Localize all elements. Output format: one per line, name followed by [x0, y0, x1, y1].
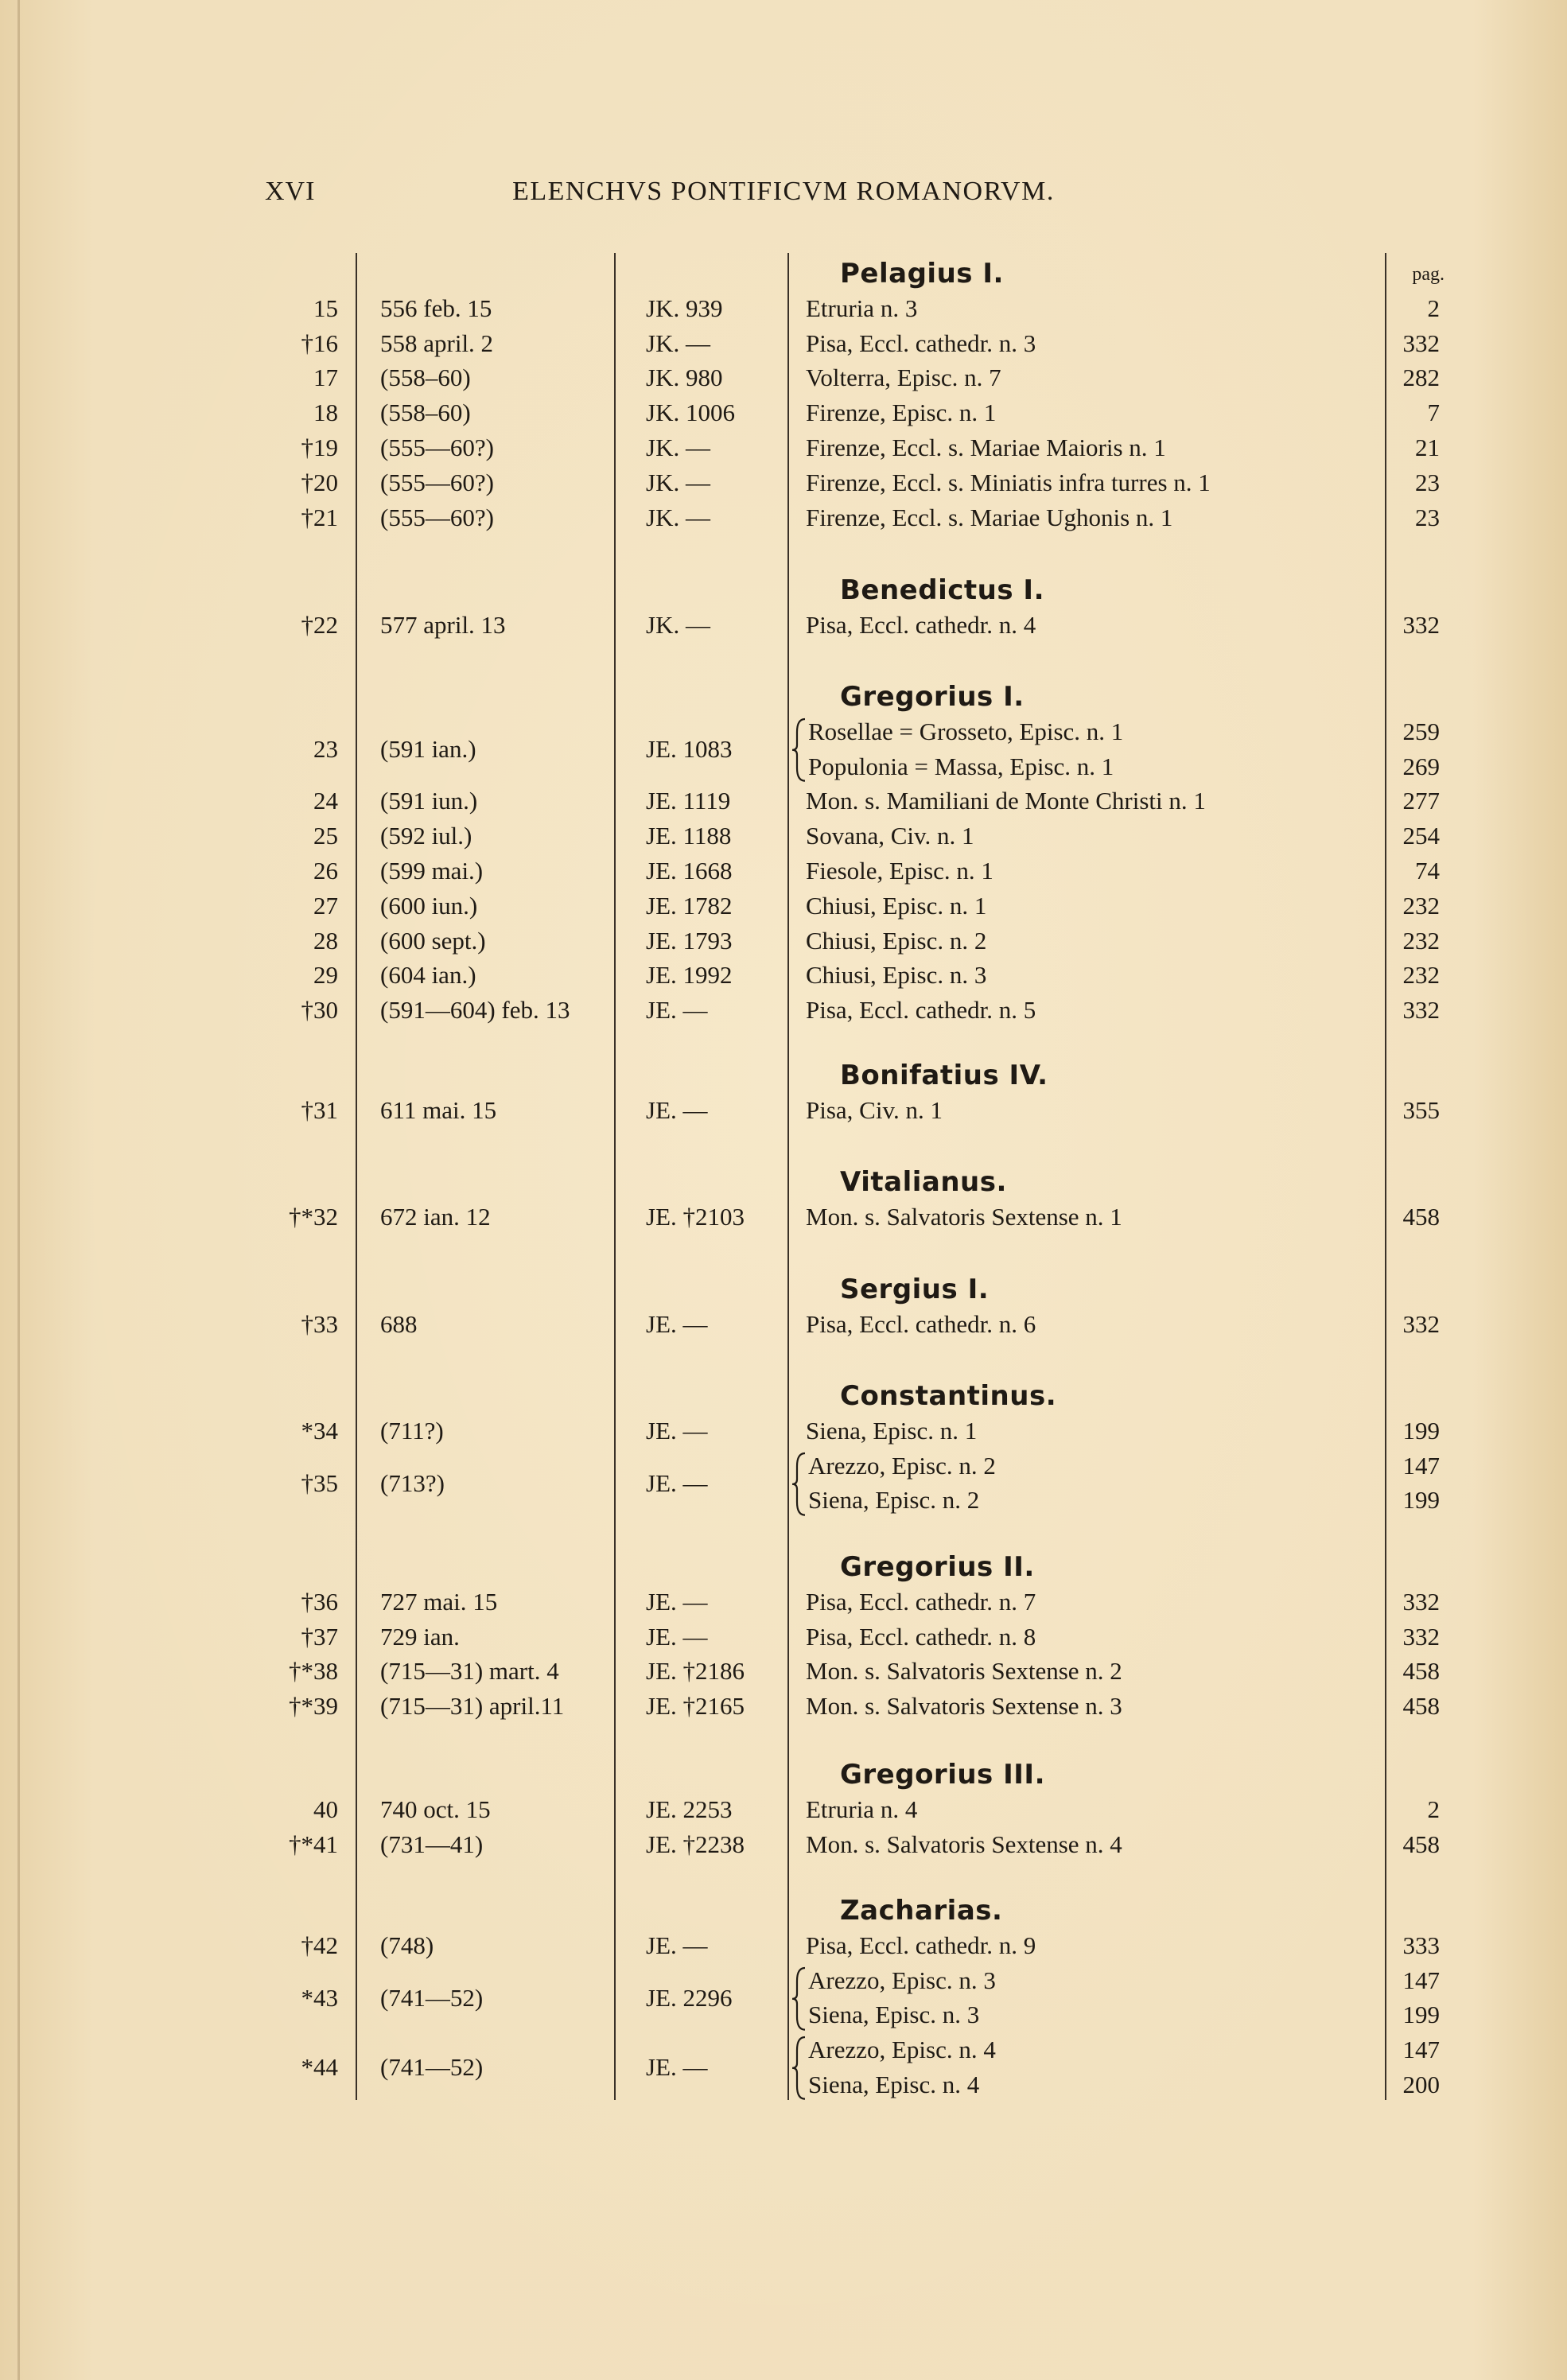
entry-date: (555—60?)	[380, 434, 494, 461]
entry-regesta: JE. 1188	[646, 822, 732, 850]
entry-page: 147	[1402, 1966, 1440, 1994]
pope-heading: Zacharias.	[840, 1895, 1003, 1927]
table-row	[0, 326, 1567, 361]
entry-date: 672 ian. 12	[380, 1202, 491, 1231]
entry-number: 28	[313, 926, 338, 955]
column-label-pag: pag.	[1412, 264, 1445, 285]
entry-date: (715—31) april.11	[380, 1692, 565, 1721]
entry-date: (599 mai.)	[380, 857, 484, 885]
entry-regesta: JE. —	[646, 1468, 708, 1497]
table-row	[0, 395, 1567, 430]
entry-recipient: Sovana, Civ. n. 1	[806, 822, 974, 850]
entry-page: 332	[1402, 329, 1440, 357]
entry-page: 282	[1402, 364, 1440, 392]
entry-regesta: JK. —	[646, 503, 710, 531]
entry-number: 24	[313, 787, 338, 815]
entry-recipient: Pisa, Eccl. cathedr. n. 7	[806, 1587, 1036, 1616]
entry-regesta: JE. 1119	[646, 787, 731, 815]
table-row	[0, 819, 1567, 854]
entry-number: 27	[313, 891, 338, 920]
entry-recipient: Pisa, Eccl. cathedr. n. 9	[806, 1931, 1036, 1959]
pope-heading: Gregorius I.	[840, 681, 1025, 713]
entry-regesta: JK. —	[646, 434, 710, 461]
entry-page: 277	[1402, 787, 1440, 815]
table-row	[0, 1585, 1567, 1620]
entry-date: 729 ian.	[380, 1622, 460, 1651]
entry-date: 740 oct. 15	[380, 1795, 491, 1823]
entry-page: 199	[1402, 2001, 1440, 2029]
table-row	[0, 993, 1567, 1028]
entry-recipient: Siena, Episc. n. 2	[808, 1486, 980, 1515]
entry-recipient: Arezzo, Episc. n. 2	[808, 1451, 996, 1480]
entry-recipient: Siena, Episc. n. 4	[808, 2071, 980, 2098]
table-row	[0, 465, 1567, 500]
entry-recipient: Firenze, Episc. n. 1	[806, 399, 997, 427]
table-row	[0, 1689, 1567, 1724]
table-row	[0, 500, 1567, 535]
entry-number: 15	[313, 294, 338, 322]
table-row	[0, 784, 1567, 819]
table-row-sub	[0, 1963, 1567, 1998]
pope-heading: Vitalianus.	[840, 1166, 1007, 1198]
entry-recipient: Mon. s. Salvatoris Sextense n. 2	[806, 1657, 1122, 1686]
entry-page: 458	[1402, 1830, 1440, 1858]
entry-number: †21	[301, 503, 338, 531]
entry-page: 332	[1402, 610, 1440, 639]
entry-regesta: JK. —	[646, 329, 710, 357]
entry-date: (731—41)	[380, 1830, 484, 1858]
entry-regesta: JK. 1006	[646, 399, 735, 427]
entry-recipient: Chiusi, Episc. n. 2	[806, 926, 987, 955]
entry-date: (711?)	[380, 1416, 444, 1445]
table-row	[0, 1827, 1567, 1862]
entry-page: 74	[1415, 857, 1440, 885]
entry-number: *34	[301, 1416, 338, 1445]
entry-date: (555—60?)	[380, 503, 494, 531]
table-row	[0, 360, 1567, 395]
entry-number: 26	[313, 857, 338, 885]
entry-recipient: Pisa, Eccl. cathedr. n. 4	[806, 610, 1036, 639]
entry-regesta: JE. 1668	[646, 857, 733, 885]
pope-heading: Gregorius III.	[840, 1759, 1045, 1791]
table-row	[0, 291, 1567, 326]
entry-page: 259	[1402, 717, 1440, 745]
entry-recipient: Pisa, Civ. n. 1	[806, 1095, 943, 1124]
entry-recipient: Populonia = Massa, Episc. n. 1	[808, 752, 1114, 780]
entry-number: †30	[301, 996, 338, 1025]
pope-heading: Gregorius II.	[840, 1551, 1035, 1583]
table-row	[0, 1792, 1567, 1827]
entry-recipient: Arezzo, Episc. n. 3	[808, 1966, 996, 1994]
entry-number: 40	[313, 1795, 338, 1823]
entry-regesta: JK. —	[646, 468, 710, 496]
entry-page: 332	[1402, 1622, 1440, 1651]
entry-regesta: JE. —	[646, 1309, 708, 1338]
entry-date: (600 iun.)	[380, 891, 478, 920]
entry-recipient: Pisa, Eccl. cathedr. n. 8	[806, 1622, 1036, 1651]
entry-recipient: Siena, Episc. n. 3	[808, 2001, 980, 2029]
table-row	[0, 889, 1567, 924]
entry-date: (591—604) feb. 13	[380, 996, 570, 1025]
entry-date: (748)	[380, 1931, 434, 1959]
entry-recipient: Chiusi, Episc. n. 1	[806, 891, 987, 920]
entry-date: 577 april. 13	[380, 610, 506, 639]
entry-page: 332	[1402, 1587, 1440, 1616]
table-row-sub	[0, 749, 1567, 784]
entry-recipient: Pisa, Eccl. cathedr. n. 5	[806, 996, 1036, 1025]
entry-date: (558–60)	[380, 364, 471, 392]
entry-date: 611 mai. 15	[380, 1095, 497, 1124]
entry-regesta: JE. 1782	[646, 891, 733, 920]
entry-page: 355	[1402, 1095, 1440, 1124]
table-row	[0, 1620, 1567, 1655]
entry-regesta: JE. —	[646, 2053, 708, 2082]
table-row	[0, 924, 1567, 959]
entry-date: 727 mai. 15	[380, 1587, 498, 1616]
entry-regesta: JE. 1083	[646, 734, 733, 763]
entry-recipient: Mon. s. Salvatoris Sextense n. 3	[806, 1692, 1122, 1721]
entry-regesta: JE. —	[646, 1622, 708, 1651]
entry-date: (555—60?)	[380, 468, 494, 496]
pope-heading: Bonifatius IV.	[840, 1060, 1048, 1091]
table-row	[0, 1654, 1567, 1689]
entry-number: †37	[301, 1622, 338, 1651]
entry-regesta: JE. —	[646, 996, 708, 1025]
entry-page: 232	[1402, 926, 1440, 955]
entry-number: †31	[301, 1095, 338, 1124]
entry-date: (558–60)	[380, 399, 471, 427]
entry-regesta: JE. 2296	[646, 1983, 733, 2012]
pope-heading: Sergius I.	[840, 1274, 990, 1305]
entry-page: 333	[1402, 1931, 1440, 1959]
entry-recipient: Mon. s. Salvatoris Sextense n. 1	[806, 1202, 1122, 1231]
entry-page: 23	[1415, 468, 1440, 496]
entry-number: †*32	[289, 1202, 338, 1231]
table-row-sub	[0, 1483, 1567, 1518]
table-row-sub	[0, 2032, 1567, 2067]
entry-number: 25	[313, 822, 338, 850]
entry-recipient: Rosellae = Grosseto, Episc. n. 1	[808, 717, 1124, 745]
entry-recipient: Chiusi, Episc. n. 3	[806, 961, 987, 990]
entry-recipient: Arezzo, Episc. n. 4	[808, 2036, 996, 2064]
entry-page: 269	[1402, 752, 1440, 780]
entry-number: 17	[313, 364, 338, 392]
entry-number: 23	[313, 734, 338, 763]
pope-heading: Pelagius I.	[840, 258, 1004, 290]
entry-regesta: JE. †2186	[646, 1657, 745, 1686]
entry-page: 458	[1402, 1657, 1440, 1686]
entry-recipient: Etruria n. 3	[806, 294, 918, 322]
entry-page: 458	[1402, 1692, 1440, 1721]
entry-regesta: JE. 2253	[646, 1795, 733, 1823]
entry-recipient: Pisa, Eccl. cathedr. n. 6	[806, 1309, 1036, 1338]
entry-date: 558 april. 2	[380, 329, 494, 357]
table-row-sub	[0, 1449, 1567, 1484]
entry-number: †36	[301, 1587, 338, 1616]
pope-heading: Constantinus.	[840, 1380, 1057, 1412]
entry-regesta: JE. —	[646, 1416, 708, 1445]
entry-recipient: Volterra, Episc. n. 7	[806, 364, 1001, 392]
entry-page: 200	[1402, 2071, 1440, 2098]
entry-page: 332	[1402, 996, 1440, 1025]
entry-page: 199	[1402, 1486, 1440, 1515]
entry-regesta: JE. 1992	[646, 961, 733, 990]
entry-regesta: JK. 939	[646, 294, 723, 322]
entry-regesta: JK. 980	[646, 364, 723, 392]
entry-recipient: Siena, Episc. n. 1	[806, 1416, 978, 1445]
entry-page: 232	[1402, 961, 1440, 990]
entry-number: †35	[301, 1468, 338, 1497]
table-row	[0, 854, 1567, 889]
entry-regesta: JE. †2165	[646, 1692, 745, 1721]
entry-page: 199	[1402, 1416, 1440, 1445]
entry-date: (713?)	[380, 1468, 445, 1497]
entry-recipient: Etruria n. 4	[806, 1795, 918, 1823]
table-row	[0, 1414, 1567, 1449]
entry-page: 458	[1402, 1202, 1440, 1231]
entry-regesta: JE. †2238	[646, 1830, 745, 1858]
entry-recipient: Mon. s. Mamiliani de Monte Christi n. 1	[806, 787, 1206, 815]
entry-number: *44	[301, 2053, 338, 2082]
page-title: ELENCHVS PONTIFICVM ROMANORVM.	[512, 177, 1055, 206]
entry-recipient: Firenze, Eccl. s. Mariae Maioris n. 1	[806, 434, 1166, 461]
entry-date: (741—52)	[380, 1983, 484, 2012]
entry-number: †22	[301, 610, 338, 639]
table-row	[0, 608, 1567, 643]
entry-date: 688	[380, 1309, 418, 1338]
entry-number: †*38	[289, 1657, 338, 1686]
entry-page: 2	[1427, 294, 1440, 322]
entry-page: 2	[1427, 1795, 1440, 1823]
table-row	[0, 1093, 1567, 1128]
entry-recipient: Firenze, Eccl. s. Miniatis infra turres n. 1	[806, 468, 1211, 496]
entry-page: 254	[1402, 822, 1440, 850]
entry-page: 23	[1415, 503, 1440, 531]
entry-recipient: Pisa, Eccl. cathedr. n. 3	[806, 329, 1036, 357]
entry-date: 556 feb. 15	[380, 294, 492, 322]
table-row-sub	[0, 2067, 1567, 2102]
entry-date: (600 sept.)	[380, 926, 486, 955]
entry-date: (591 ian.)	[380, 734, 476, 763]
entry-regesta: JE. —	[646, 1587, 708, 1616]
table-row-sub	[0, 714, 1567, 749]
entry-date: (715—31) mart. 4	[380, 1657, 559, 1686]
entry-regesta: JK. —	[646, 610, 710, 639]
entry-number: *43	[301, 1983, 338, 2012]
entry-number: †33	[301, 1309, 338, 1338]
entry-recipient: Mon. s. Salvatoris Sextense n. 4	[806, 1830, 1122, 1858]
entry-number: 29	[313, 961, 338, 990]
entry-recipient: Fiesole, Episc. n. 1	[806, 857, 993, 885]
entry-regesta: JE. 1793	[646, 926, 733, 955]
table-row	[0, 1928, 1567, 1963]
entry-number: 18	[313, 399, 338, 427]
entry-number: †*39	[289, 1692, 338, 1721]
table-row	[0, 430, 1567, 465]
page-number: XVI	[265, 177, 316, 206]
entry-number: †20	[301, 468, 338, 496]
entry-regesta: JE. †2103	[646, 1202, 745, 1231]
pope-heading: Benedictus I.	[840, 574, 1044, 606]
entry-date: (591 iun.)	[380, 787, 478, 815]
entry-page: 147	[1402, 1451, 1440, 1480]
entry-date: (604 ian.)	[380, 961, 476, 990]
entry-date: (741—52)	[380, 2053, 484, 2082]
table-row-sub	[0, 1997, 1567, 2032]
entry-regesta: JE. —	[646, 1931, 708, 1959]
entry-number: †19	[301, 434, 338, 461]
entry-regesta: JE. —	[646, 1095, 708, 1124]
entry-page: 7	[1427, 399, 1440, 427]
entry-number: †16	[301, 329, 338, 357]
entry-recipient: Firenze, Eccl. s. Mariae Ughonis n. 1	[806, 503, 1173, 531]
entry-date: (592 iul.)	[380, 822, 472, 850]
entry-page: 21	[1415, 434, 1440, 461]
entry-page: 332	[1402, 1309, 1440, 1338]
table-row	[0, 1307, 1567, 1342]
table-row	[0, 958, 1567, 993]
entry-page: 232	[1402, 891, 1440, 920]
entry-number: †42	[301, 1931, 338, 1959]
entry-number: †*41	[289, 1830, 338, 1858]
table-row	[0, 1200, 1567, 1235]
entry-page: 147	[1402, 2036, 1440, 2064]
